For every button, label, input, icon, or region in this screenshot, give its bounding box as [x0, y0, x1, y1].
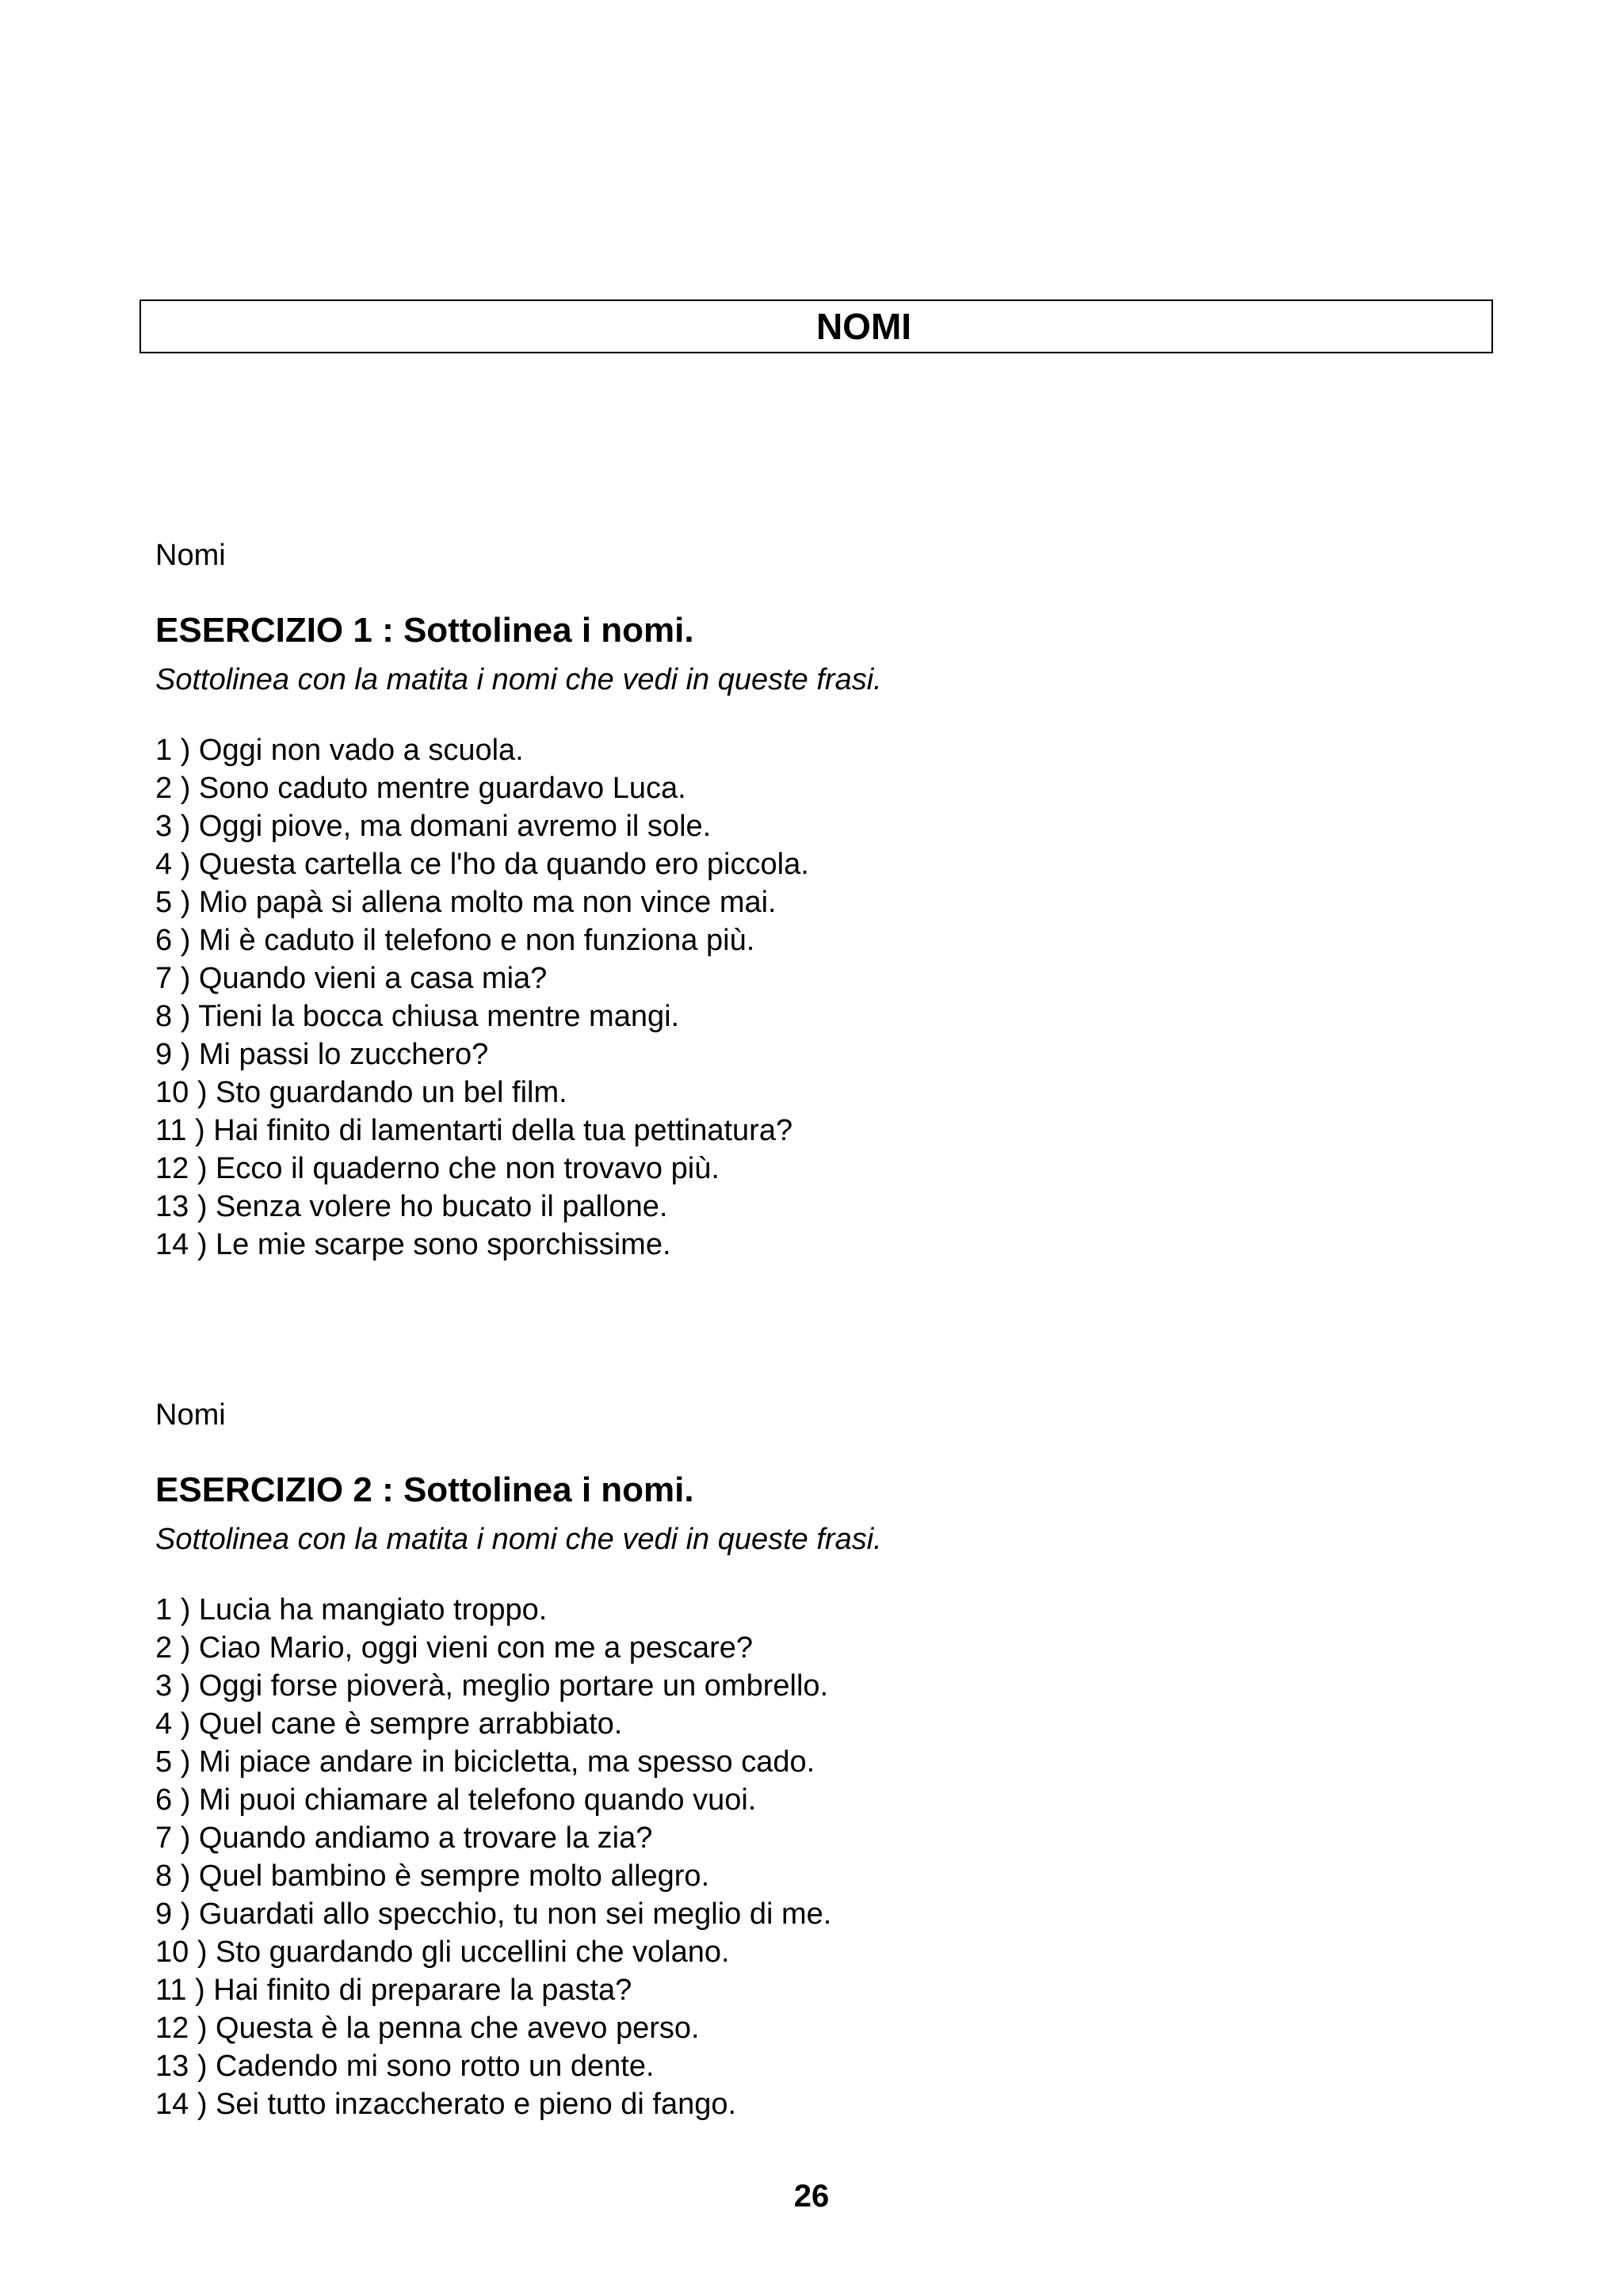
exercise-instruction: Sottolinea con la matita i nomi che vedi in queste frasi. — [155, 1523, 882, 1556]
exercise-item: 14 ) Sei tutto inzaccherato e pieno di fango. — [155, 2088, 737, 2121]
exercise-item: 11 ) Hai finito di preparare la pasta? — [155, 1974, 632, 2007]
exercise-item: 4 ) Questa cartella ce l'ho da quando ero piccola. — [155, 848, 809, 881]
exercise-item: 12 ) Questa è la penna che avevo perso. — [155, 2012, 700, 2045]
exercise-item: 13 ) Cadendo mi sono rotto un dente. — [155, 2050, 655, 2083]
exercise-item: 6 ) Mi è caduto il telefono e non funziona più. — [155, 924, 755, 957]
exercise-item: 8 ) Tieni la bocca chiusa mentre mangi. — [155, 1000, 680, 1033]
exercise-1 — [155, 537, 1503, 1264]
exercise-item: 5 ) Mio papà si allena molto ma non vince mai. — [155, 886, 777, 919]
exercise-instruction: Sottolinea con la matita i nomi che vedi in queste frasi. — [155, 663, 882, 696]
exercise-item: 9 ) Guardati allo specchio, tu non sei meglio di me. — [155, 1897, 832, 1931]
exercise-item: 3 ) Oggi piove, ma domani avremo il sole. — [155, 810, 712, 843]
exercise-item: 2 ) Ciao Mario, oggi vieni con me a pescare? — [155, 1631, 754, 1665]
exercise-item: 9 ) Mi passi lo zucchero? — [155, 1038, 489, 1071]
exercise-heading: ESERCIZIO 2 : Sottolinea i nomi. — [155, 1470, 694, 1509]
exercise-item: 7 ) Quando andiamo a trovare la zia? — [155, 1821, 653, 1855]
exercise-item: 7 ) Quando vieni a casa mia? — [155, 962, 548, 995]
exercise-item: 4 ) Quel cane è sempre arrabbiato. — [155, 1707, 623, 1741]
exercise-item: 1 ) Oggi non vado a scuola. — [155, 734, 524, 767]
title-box — [139, 299, 1493, 353]
exercise-item: 10 ) Sto guardando un bel film. — [155, 1076, 567, 1109]
exercise-category: Nomi — [155, 1398, 226, 1432]
exercise-item: 14 ) Le mie scarpe sono sporchissime. — [155, 1228, 671, 1261]
exercise-item: 2 ) Sono caduto mentre guardavo Luca. — [155, 772, 686, 805]
exercise-item: 3 ) Oggi forse pioverà, meglio portare un ombrello. — [155, 1669, 829, 1703]
exercise-item: 6 ) Mi puoi chiamare al telefono quando vuoi. — [155, 1783, 757, 1817]
exercise-item: 10 ) Sto guardando gli uccellini che volano. — [155, 1936, 730, 1969]
page-title: NOMI — [815, 306, 912, 347]
exercise-items — [155, 731, 1503, 1264]
exercise-item: 11 ) Hai finito di lamentarti della tua pettinatura? — [155, 1114, 793, 1147]
exercise-item: 5 ) Mi piace andare in bicicletta, ma spesso cado. — [155, 1745, 815, 1779]
exercise-heading: ESERCIZIO 1 : Sottolinea i nomi. — [155, 611, 694, 650]
exercise-item: 13 ) Senza volere ho bucato il pallone. — [155, 1190, 668, 1223]
exercise-2 — [155, 1397, 1503, 2123]
exercise-item: 12 ) Ecco il quaderno che non trovavo più. — [155, 1152, 720, 1185]
exercise-item: 1 ) Lucia ha mangiato troppo. — [155, 1593, 548, 1627]
exercise-item: 8 ) Quel bambino è sempre molto allegro. — [155, 1859, 710, 1893]
exercise-category: Nomi — [155, 539, 226, 572]
exercise-items — [155, 1591, 1503, 2123]
page-number: 26 — [793, 2179, 830, 2214]
